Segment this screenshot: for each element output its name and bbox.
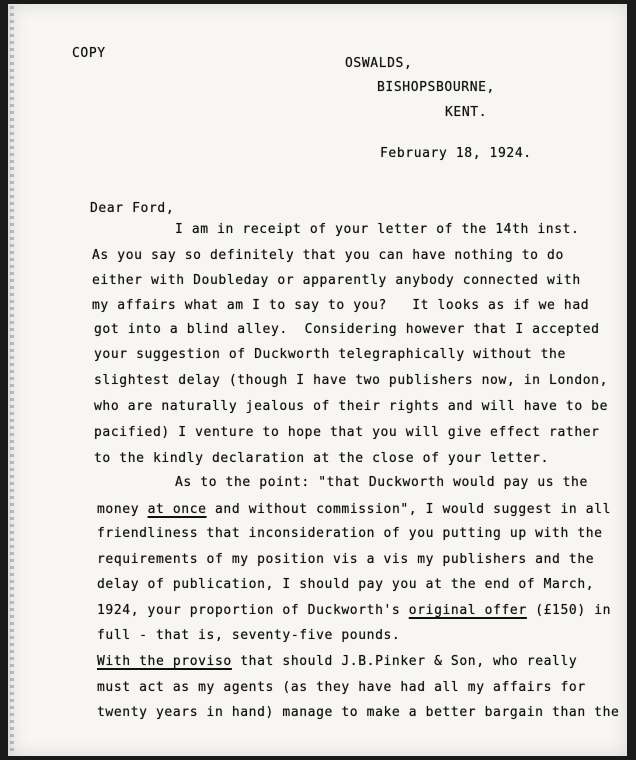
- body-line: 1924, your proportion of Duckworth's original offer (£150) in: [97, 603, 612, 618]
- body-line: delay of publication, I should pay you at the end of March,: [97, 577, 595, 592]
- body-line: friendliness that inconsideration of you putting up with the: [97, 526, 603, 541]
- body-line: slightest delay (though I have two publishers now, in London,: [94, 373, 609, 388]
- body-line: With the proviso that should J.B.Pinker & Son, who really: [97, 654, 578, 669]
- body-line: my affairs what am I to say to you? It looks as if we had: [92, 298, 590, 313]
- underlined-phrase: With the proviso: [97, 654, 232, 669]
- letter-date: February 18, 1924.: [380, 146, 532, 161]
- body-line: must act as my agents (as they have had all my affairs for: [97, 680, 586, 695]
- body-line: I am in receipt of your letter of the 14th inst.: [175, 222, 580, 237]
- address-line-2: BISHOPSBOURNE,: [377, 80, 495, 95]
- body-line: money at once and without commission", I would suggest in all: [97, 502, 612, 517]
- address-line-3: KENT.: [445, 105, 488, 120]
- body-line: As to the point: "that Duckworth would pay us the: [175, 475, 588, 490]
- body-line: pacified) I venture to hope that you will give effect rather: [94, 425, 600, 440]
- address-line-1: OSWALDS,: [345, 56, 413, 71]
- body-line: twenty years in hand) manage to make a better bargain than the: [97, 705, 620, 720]
- body-line: As you say so definitely that you can have nothing to do: [92, 248, 564, 263]
- underlined-phrase: at once: [147, 502, 207, 517]
- salutation: Dear Ford,: [90, 201, 175, 216]
- body-line: who are naturally jealous of their rights and will have to be: [94, 399, 609, 414]
- body-line: either with Doubleday or apparently anybody connected with: [92, 273, 581, 288]
- body-line: got into a blind alley. Considering however that I accepted: [94, 322, 600, 337]
- page-edge-perforation: [10, 6, 14, 754]
- body-line: requirements of my position vis a vis my publishers and the: [97, 552, 595, 567]
- underlined-phrase: original offer: [408, 603, 527, 618]
- body-line: your suggestion of Duckworth telegraphically without the: [94, 347, 566, 362]
- body-line: to the kindly declaration at the close of your letter.: [94, 451, 550, 466]
- copy-label: COPY: [72, 46, 106, 61]
- body-line: full - that is, seventy-five pounds.: [97, 628, 401, 643]
